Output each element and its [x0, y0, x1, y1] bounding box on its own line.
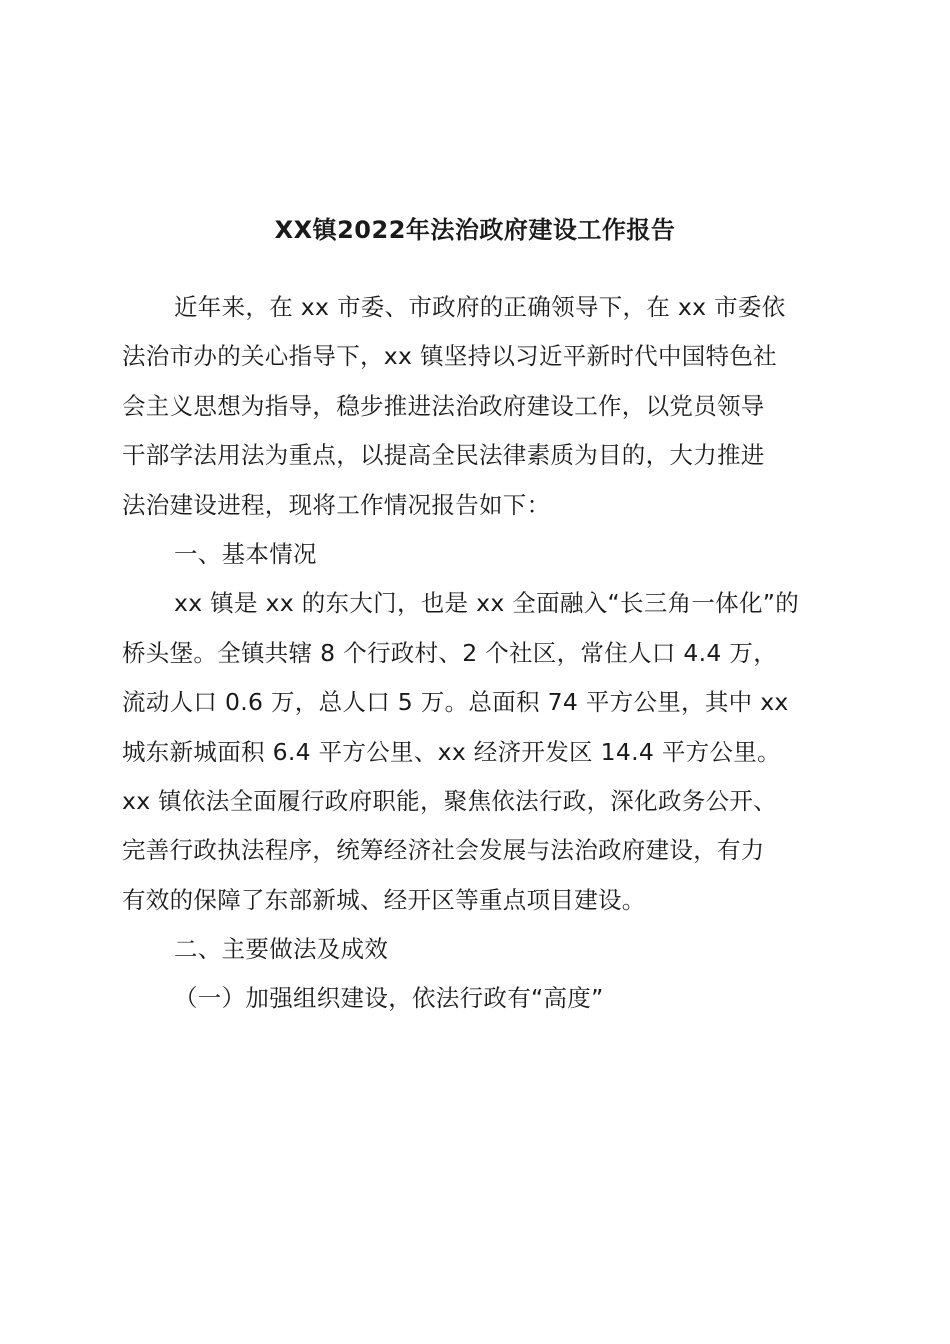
paragraph-line: 法治建设进程，现将工作情况报告如下： [122, 490, 551, 519]
paragraph-line: 会主义思想为指导，稳步推进法治政府建设工作，以党员领导 [122, 391, 765, 420]
document-title: XX镇2022年法治政府建设工作报告 [274, 216, 676, 244]
paragraph-line: 有效的保障了东部新城、经开区等重点项目建设。 [122, 885, 646, 914]
paragraph-line: 桥头堡。全镇共辖 8 个行政村、2 个社区，常住人口 4.4 万， [122, 638, 778, 667]
document-body [122, 283, 834, 1024]
paragraph-line: 流动人口 0.6 万，总人口 5 万。总面积 74 平方公里，其中 xx [122, 688, 789, 717]
section-heading: 二、主要做法及成效 [174, 935, 389, 964]
paragraph-line: 完善行政执法程序，统筹经济社会发展与法治政府建设，有力 [122, 836, 765, 865]
section-heading: 一、基本情况 [174, 539, 317, 568]
paragraph-line: 干部学法用法为重点，以提高全民法律素质为目的，大力推进 [122, 441, 765, 470]
paragraph-line: 法治市办的关心指导下，xx 镇坚持以习近平新时代中国特色社 [122, 342, 777, 371]
paragraph-line: 近年来，在 xx 市委、市政府的正确领导下，在 xx 市委依 [174, 293, 786, 321]
paragraph-line: xx 镇依法全面履行政府职能，聚焦依法行政，深化政务公开、 [122, 786, 777, 815]
paragraph-line: 城东新城面积 6.4 平方公里、xx 经济开发区 14.4 平方公里。 [122, 737, 781, 766]
paragraph-line: xx 镇是 xx 的东大门，也是 xx 全面融入“长三角一体化”的 [174, 589, 800, 618]
subsection-heading: （一）加强组织建设，依法行政有“高度” [174, 984, 604, 1013]
